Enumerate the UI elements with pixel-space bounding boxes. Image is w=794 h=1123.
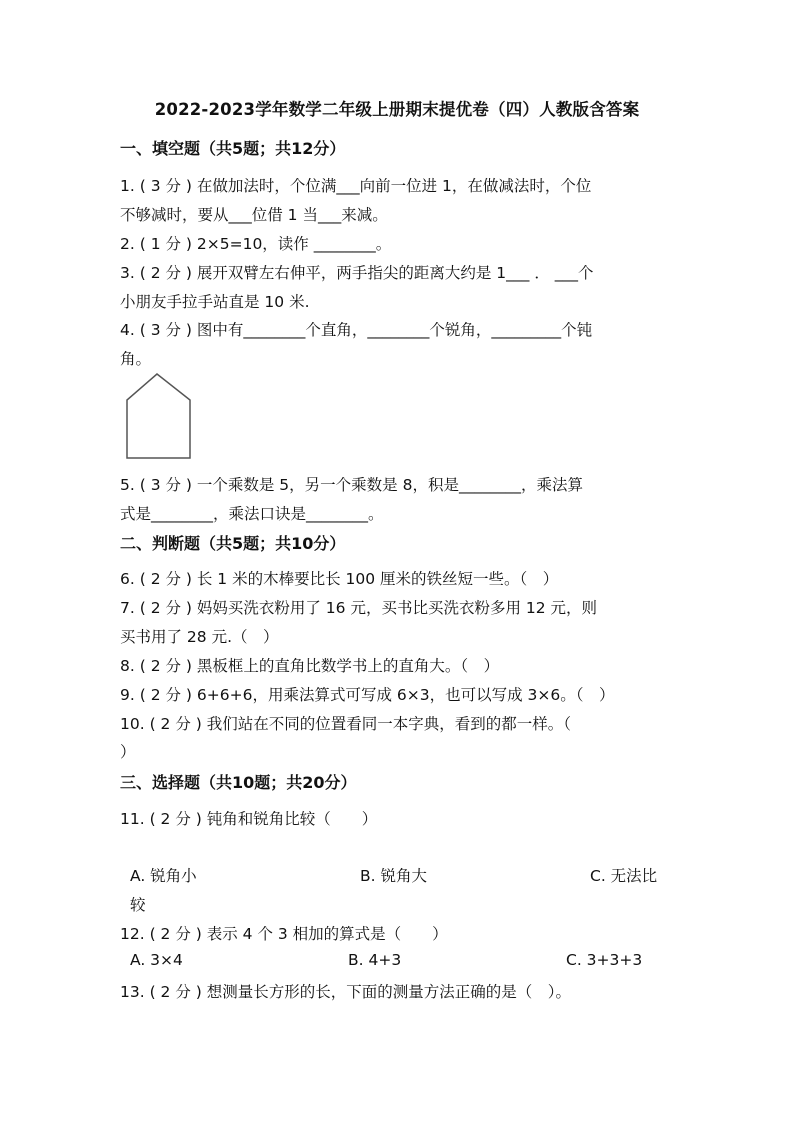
question-11-option-b: B. 锐角大 [360, 867, 427, 885]
exam-title: 2022-2023学年数学二年级上册期末提优卷（四）人教版含答案 [154, 100, 640, 119]
question-7-line-2: 买书用了 28 元.（ ） [120, 628, 279, 646]
question-8: 8. ( 2 分 ) 黑板框上的直角比数学书上的直角大。（ ） [120, 657, 500, 675]
question-13: 13. ( 2 分 ) 想测量长方形的长，下面的测量方法正确的是（ ）。 [120, 983, 571, 1001]
question-5-line-2: 式是________，乘法口诀是________。 [120, 505, 384, 523]
question-12-option-b: B. 4+3 [348, 951, 402, 969]
section-true-false: 二、判断题（共5题；共10分） [120, 534, 346, 553]
question-3-line-1: 3. ( 2 分 ) 展开双臂左右伸平，两手指尖的距离大约是 1___ ． ___个 [120, 264, 594, 282]
question-5-line-1: 5. ( 3 分 ) 一个乘数是 5，另一个乘数是 8，积是________，乘法算 [120, 476, 583, 494]
question-4-line-1: 4. ( 3 分 ) 图中有________个直角，________个锐角，_________个钝 [120, 321, 593, 339]
question-1-line-1: 1. ( 3 分 ) 在做加法时，个位满___向前一位进 1，在做减法时，个位 [120, 177, 592, 195]
question-4-line-2: 角。 [120, 350, 152, 368]
question-9: 9. ( 2 分 ) 6+6+6，用乘法算式可写成 6×3，也可以写成 3×6。（ ） [120, 686, 615, 704]
question-2: 2. ( 1 分 ) 2×5=10，读作 ________。 [120, 235, 392, 253]
question-1-line-2: 不够减时，要从___位借 1 当___来减。 [120, 206, 388, 224]
question-7-line-1: 7. ( 2 分 ) 妈妈买洗衣粉用了 16 元，买书比买洗衣粉多用 12 元，则 [120, 599, 598, 617]
question-12: 12. ( 2 分 ) 表示 4 个 3 相加的算式是（ ） [120, 925, 448, 943]
question-11: 11. ( 2 分 ) 钝角和锐角比较（ ） [120, 810, 378, 828]
question-10-line-2: ） [120, 743, 136, 761]
question-6: 6. ( 2 分 ) 长 1 米的木棒要比长 100 厘米的铁丝短一些。（ ） [120, 570, 559, 588]
question-11-option-c-wrap: 较 [130, 896, 146, 914]
question-11-option-c: C. 无法比 [590, 867, 658, 885]
question-12-option-a: A. 3×4 [130, 951, 183, 969]
question-3-line-2: 小朋友手拉手站直是 10 米. [120, 293, 310, 311]
question-10-line-1: 10. ( 2 分 ) 我们站在不同的位置看同一本字典，看到的都一样。（ [120, 715, 571, 733]
section-fill-in-blank: 一、填空题（共5题；共12分） [120, 139, 346, 158]
question-11-option-a: A. 锐角小 [130, 867, 197, 885]
question-12-option-c: C. 3+3+3 [566, 951, 643, 969]
section-multiple-choice: 三、选择题（共10题；共20分） [120, 773, 357, 792]
house-shape-figure [124, 372, 194, 462]
